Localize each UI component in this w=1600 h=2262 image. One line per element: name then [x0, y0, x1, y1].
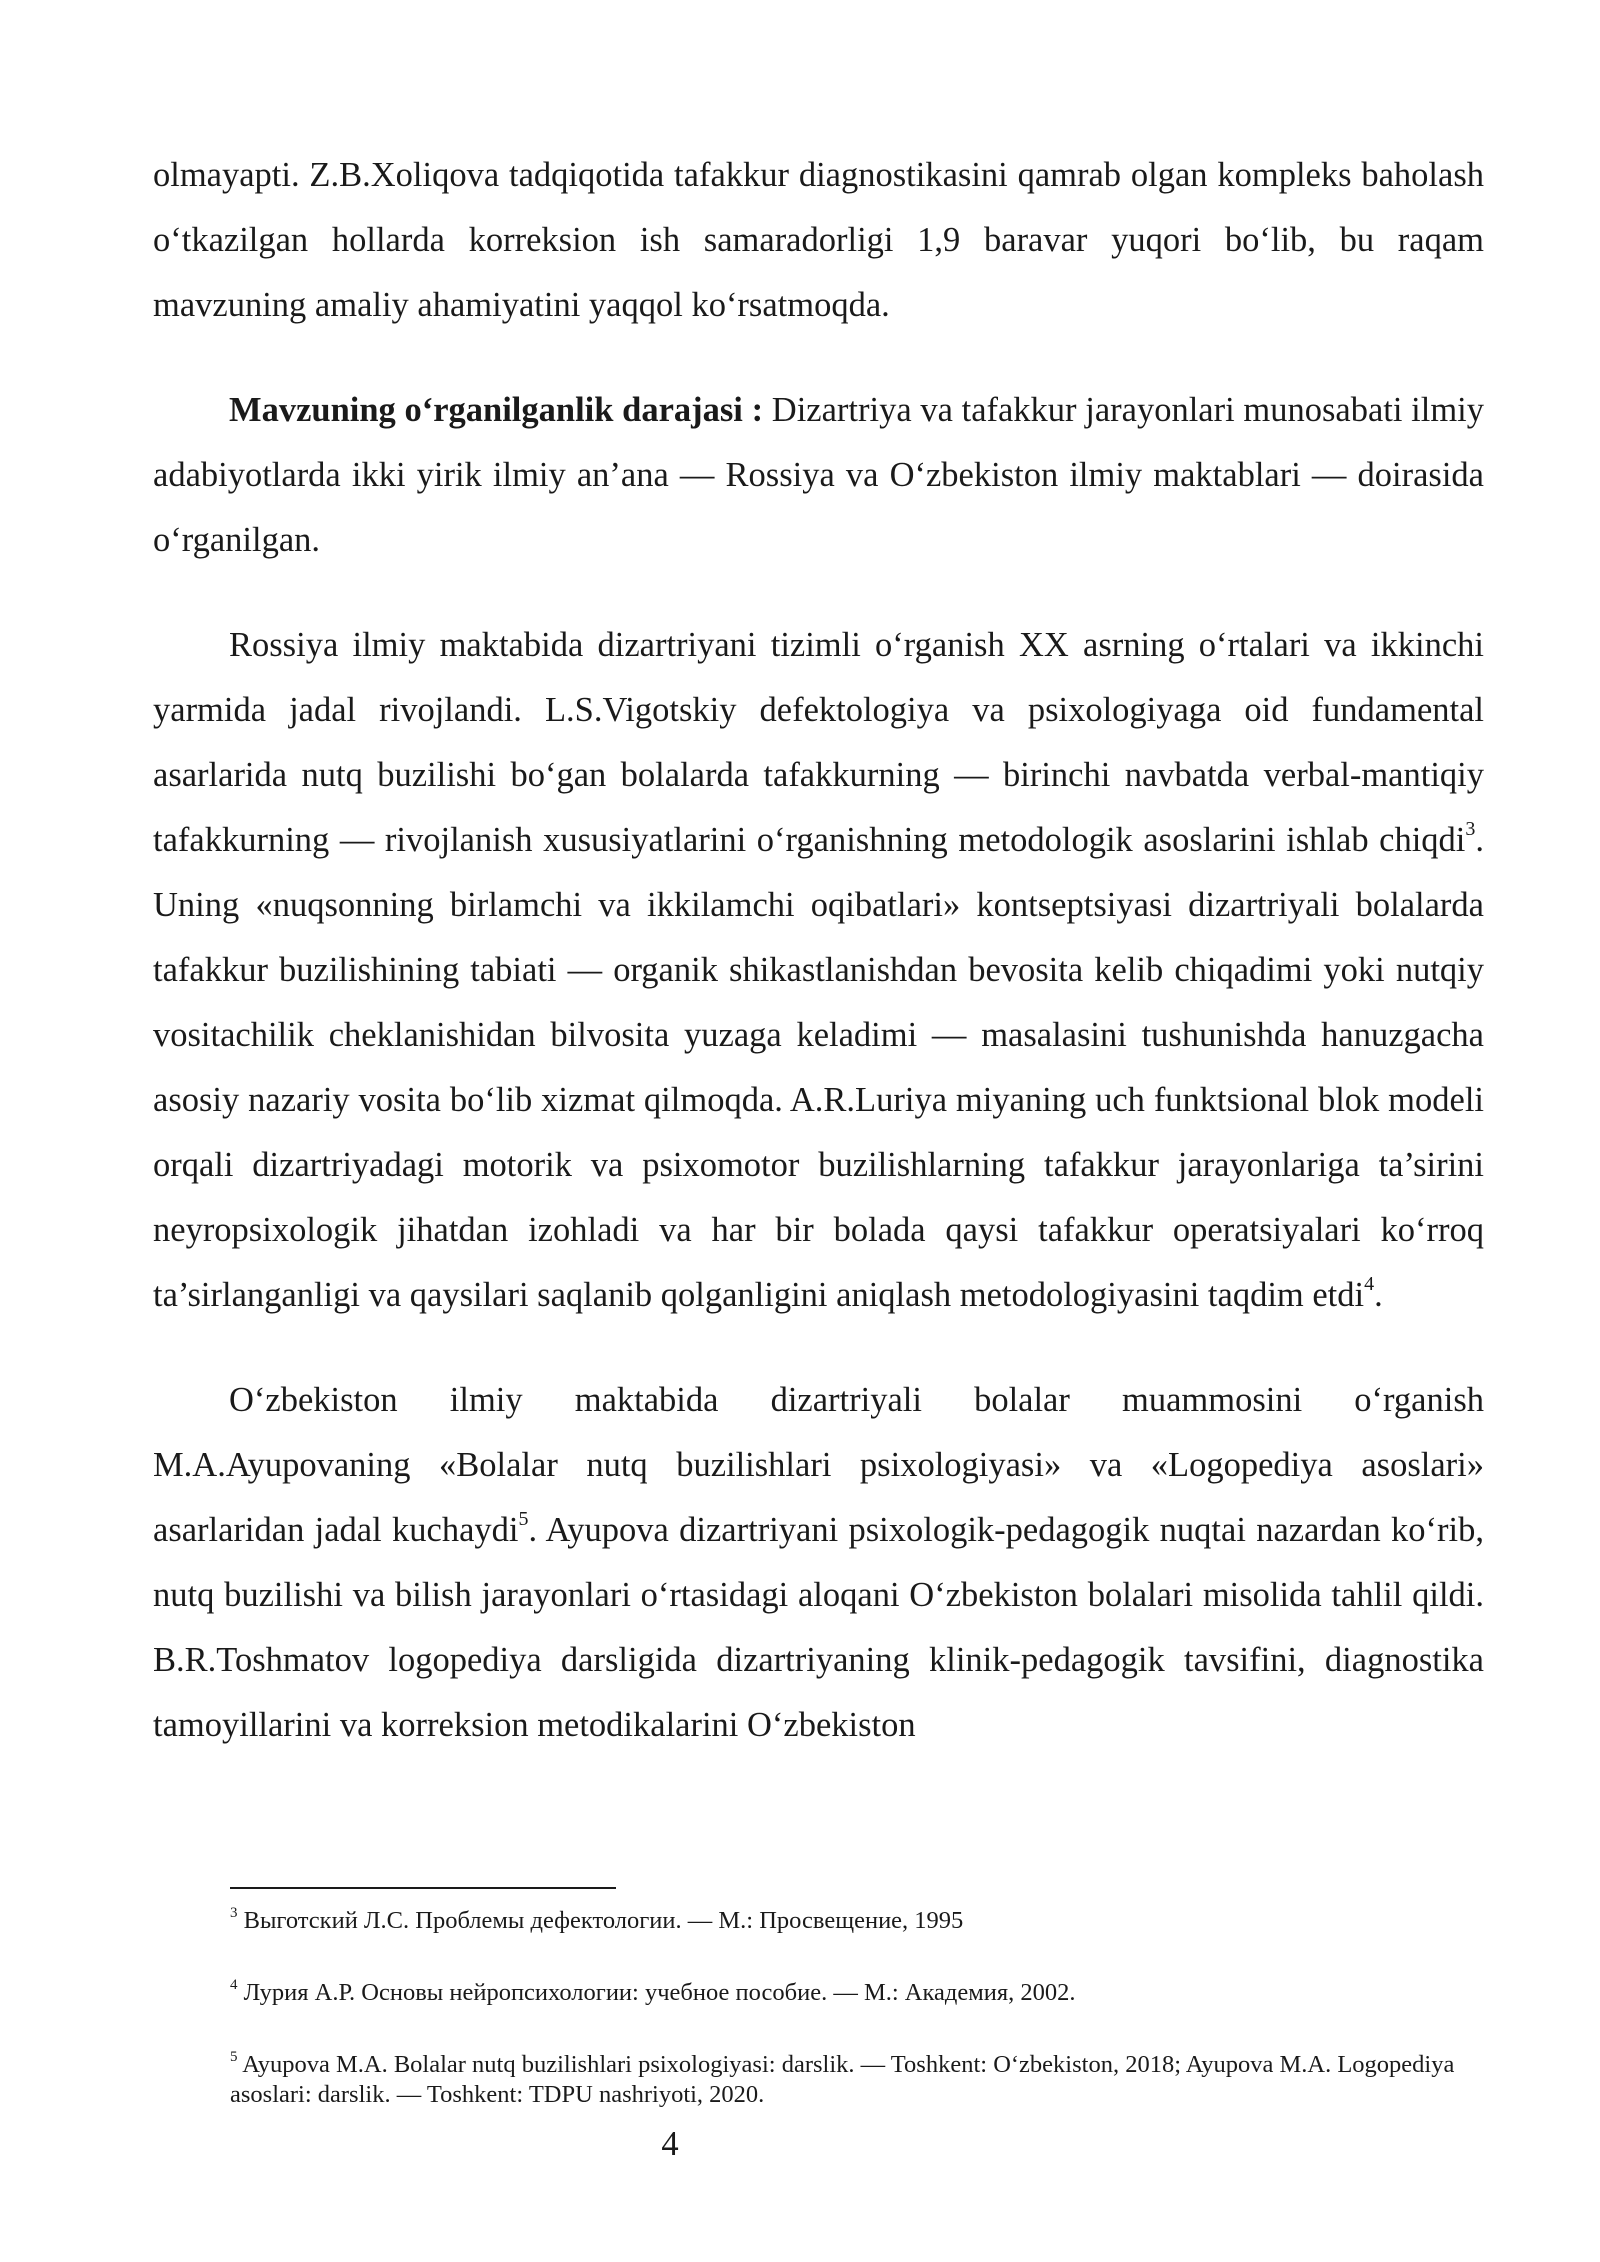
paragraph-study-level — [153, 378, 1484, 573]
footnote-text: Лурия А.Р. Основы нейропсихологии: учебное пособие. — М.: Академия, 2002. — [237, 1979, 1076, 2006]
body-text — [153, 143, 1484, 1758]
paragraph-continuation — [153, 143, 1484, 338]
footnote — [230, 2050, 1484, 2110]
footnote-separator — [230, 1887, 616, 1889]
footnote-text: Выготский Л.С. Проблемы дефектологии. — М.: Просвещение, 1995 — [237, 1907, 964, 1934]
footnote-ref[interactable]: 3 — [1465, 817, 1476, 840]
paragraph-text: . Ayupova dizartriyani psixologik-pedagogik nuqtai nazardan ko‘rib, nutq buzilishi va bilish jarayonlari o‘rtasidagi aloqani O‘zbekiston bolalari misolida tahlil qildi. B.R.Toshmatov logopediya darsligida dizartriyaning klinik-pedagogik tavsifini, diagnostika tamoyillarini va korreksion metodikalarini O‘zbekiston — [153, 1511, 1484, 1744]
footnotes — [230, 1906, 1484, 2152]
paragraph-text: . Uning «nuqsonning birlamchi va ikkilamchi oqibatlari» kontseptsiyasi dizartriyali bolalarda tafakkur buzilishining tabiati — organik shikastlanishdan bevosita kelib chiqadimi yoki nutqiy vositachilik cheklanishidan bilvosita yuzaga keladimi — masalasini tushunishda hanuzgacha asosiy nazariy vosita bo‘lib xizmat qilmoqda. A.R.Luriya miyaning uch funktsional blok modeli orqali dizartriyadagi motorik va psixomotor buzilishlarning tafakkur jarayonlariga ta’sirini neyropsixologik jihatdan izohladi va har bir bolada qaysi tafakkur operatsiyalari ko‘rroq ta’sirlanganligi va qaysilari saqlanib qolganligini aniqlash metodologiyasini taqdim etdi — [153, 821, 1484, 1314]
paragraph-russian-school — [153, 613, 1484, 1328]
footnote-ref[interactable]: 4 — [1364, 1272, 1375, 1295]
paragraph-text: . — [1374, 1276, 1383, 1314]
paragraph-uzbek-school — [153, 1368, 1484, 1758]
footnote-number: 5 — [230, 2048, 238, 2065]
footnote-text: Ayupova M.A. Bolalar nutq buzilishlari psixologiyasi: darslik. — Toshkent: O‘zbekiston, 2018; Ayupova M.A. Logopediya asoslari: darslik. — Toshkent: TDPU nashriyoti, 2020. — [230, 2051, 1455, 2108]
paragraph-text: olmayapti. Z.B.Xoliqova tadqiqotida tafakkur diagnostikasini qamrab olgan kompleks baholash o‘tkazilgan hollarda korreksion ish samaradorligi 1,9 baravar yuqori bo‘lib, bu raqam mavzuning amaliy ahamiyatini yaqqol ko‘rsatmoqda. — [153, 156, 1484, 324]
footnote — [230, 1906, 1484, 1936]
paragraph-text: O‘zbekiston ilmiy maktabida dizartriyali bolalar muammosini o‘rganish M.A.Ayupovaning «Bolalar nutq buzilishlari psixologiyasi» va «Logopediya asoslari» asarlaridan jadal kuchaydi — [153, 1381, 1484, 1549]
footnote-number: 3 — [230, 1904, 238, 1921]
footnote-ref[interactable]: 5 — [518, 1507, 529, 1530]
section-heading: Mavzuning o‘rganilganlik darajasi : — [229, 391, 764, 429]
paragraph-text: Dizartriya va tafakkur jarayonlari munosabati ilmiy adabiyotlarda ikki yirik ilmiy an’ana — Rossiya va O‘zbekiston ilmiy maktablari — doirasida o‘rganilgan. — [153, 391, 1484, 559]
page-number: 4 — [661, 2125, 679, 2163]
footnote — [230, 1978, 1484, 2008]
paragraph-text: Rossiya ilmiy maktabida dizartriyani tizimli o‘rganish XX asrning o‘rtalari va ikkinchi yarmida jadal rivojlandi. L.S.Vigotskiy defektologiya va psixologiyaga oid fundamental asarlarida nutq buzilishi bo‘gan bolalarda tafakkurning — birinchi navbatda verbal-mantiqiy tafakkurning — rivojlanish xususiyatlarini o‘rganishning metodologik asoslarini ishlab chiqdi — [153, 626, 1484, 859]
footnote-number: 4 — [230, 1976, 238, 1993]
